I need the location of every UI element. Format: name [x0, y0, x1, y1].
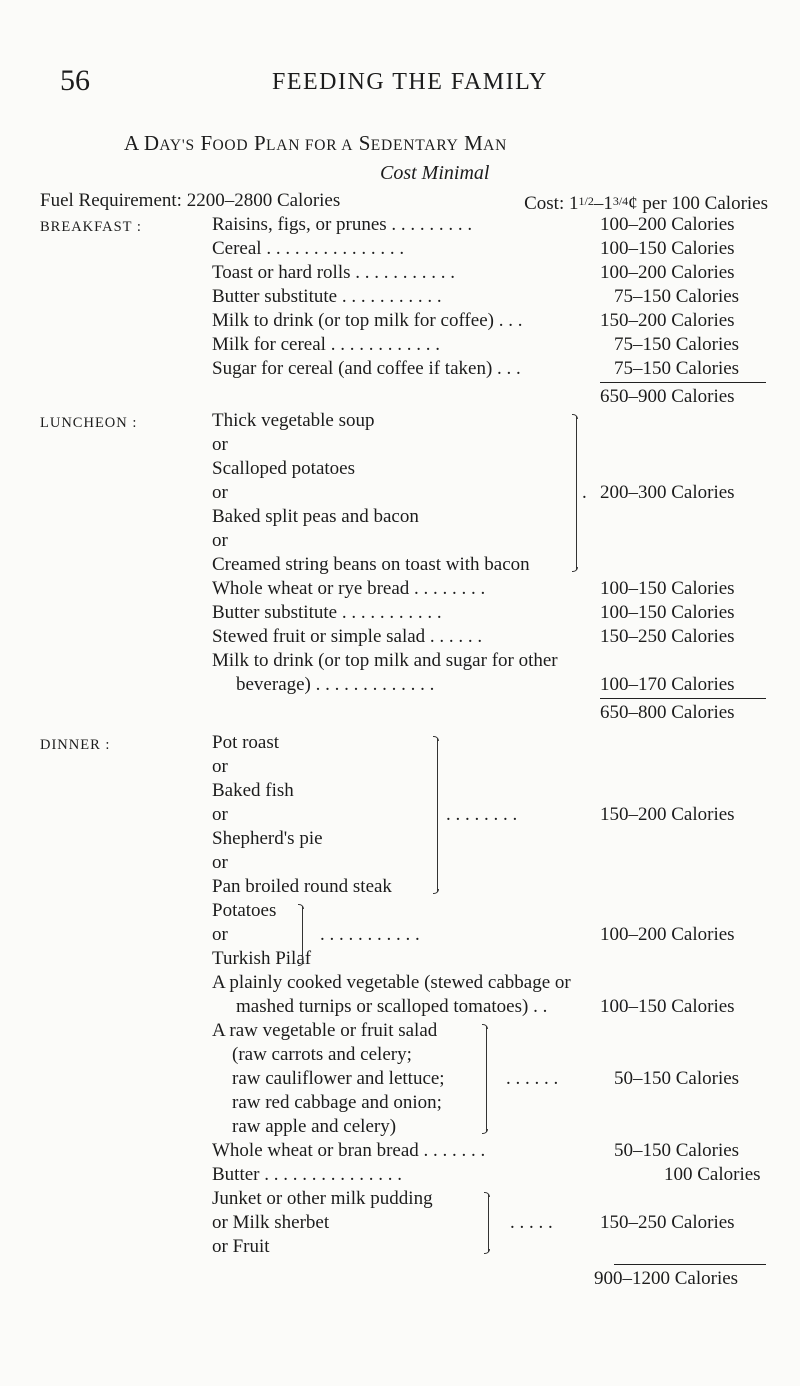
cost-per-calories: Cost: $1^{1/2}-1^{3/4}¢$ per 100 Calories — [524, 193, 768, 214]
dinner-potato-line: Turkish Pilaf — [212, 948, 312, 969]
breakfast-calories: 150–200 Calories — [600, 310, 735, 331]
luncheon-choice-line: Scalloped potatoes — [212, 458, 355, 479]
breakfast-calories: 100–150 Calories — [600, 238, 735, 259]
breakfast-item: Raisins, figs, or prunes . . . . . . . . . — [212, 214, 473, 235]
dinner-raw-line: A raw vegetable or fruit salad — [212, 1020, 438, 1041]
dinner-main-line: or — [212, 804, 228, 825]
breakfast-item: Sugar for cereal (and coffee if taken) . . . — [212, 358, 521, 379]
luncheon-label: LUNCHEON : — [40, 415, 138, 431]
breakfast-total: 650–900 Calories — [600, 386, 735, 407]
breakfast-item: Milk to drink (or top milk for coffee) . . . — [212, 310, 523, 331]
dinner-potato-line: Potatoes — [212, 900, 277, 921]
dinner-raw-line: raw apple and celery) — [232, 1116, 397, 1137]
luncheon-choice-line: Baked split peas and bacon — [212, 506, 419, 527]
luncheon-calories: 100–150 Calories — [600, 578, 735, 599]
dinner-main-calories: 150–200 Calories — [600, 804, 735, 825]
dinner-raw-calories: 50–150 Calories — [614, 1068, 740, 1089]
subtotal-rule — [600, 698, 766, 699]
fuel-requirement: Fuel Requirement: 2200–2800 Calories — [40, 190, 341, 211]
dinner-potato-calories: 100–200 Calories — [600, 924, 735, 945]
dinner-raw-line: (raw carrots and celery; — [232, 1044, 412, 1065]
luncheon-milk-calories: 100–170 Calories — [600, 674, 735, 695]
luncheon-calories: 100–150 Calories — [600, 602, 735, 623]
breakfast-item: Cereal . . . . . . . . . . . . . . . — [212, 238, 405, 259]
luncheon-brace — [566, 416, 577, 570]
plan-subtitle: Cost Minimal — [380, 162, 490, 184]
breakfast-label: BREAKFAST : — [40, 219, 142, 235]
luncheon-choice-dots: . — [582, 482, 587, 503]
luncheon-item: Butter substitute . . . . . . . . . . . — [212, 602, 442, 623]
dinner-potato-dots: . . . . . . . . . . . — [320, 924, 420, 945]
dinner-dessert-calories: 150–250 Calories — [600, 1212, 735, 1233]
luncheon-choice-calories: 200–300 Calories — [600, 482, 735, 503]
luncheon-milk-line: beverage) . . . . . . . . . . . . . — [236, 674, 435, 695]
luncheon-total: 650–800 Calories — [600, 702, 735, 723]
luncheon-item: Stewed fruit or simple salad . . . . . . — [212, 626, 483, 647]
dinner-dessert-brace — [478, 1194, 489, 1252]
breakfast-calories: 100–200 Calories — [600, 262, 735, 283]
dinner-total: 900–1200 Calories — [594, 1268, 739, 1289]
dinner-potato-line: or — [212, 924, 228, 945]
luncheon-milk-line: Milk to drink (or top milk and sugar for other — [212, 650, 558, 671]
dinner-main-line: or — [212, 852, 228, 873]
breakfast-calories: 100–200 Calories — [600, 214, 735, 235]
dinner-raw-dots: . . . . . . — [506, 1068, 559, 1089]
running-head: FEEDING THE FAMILY — [272, 69, 548, 95]
dinner-butter: Butter . . . . . . . . . . . . . . . — [212, 1164, 402, 1185]
dinner-dessert-line: or Milk sherbet — [212, 1212, 330, 1233]
luncheon-choice-line: or — [212, 482, 228, 503]
dinner-label: DINNER : — [40, 737, 111, 753]
luncheon-choice-line: or — [212, 530, 228, 551]
subtotal-rule — [600, 382, 766, 383]
dinner-raw-brace — [476, 1026, 487, 1132]
dinner-veg-line: mashed turnips or scalloped tomatoes) . . — [236, 996, 548, 1017]
page-number: 56 — [60, 64, 90, 97]
breakfast-calories: 75–150 Calories — [614, 358, 740, 379]
luncheon-choice-line: or — [212, 434, 228, 455]
dinner-butter-calories: 100 Calories — [664, 1164, 761, 1185]
breakfast-item: Milk for cereal . . . . . . . . . . . . — [212, 334, 440, 355]
dinner-main-line: or — [212, 756, 228, 777]
subtotal-rule — [614, 1264, 766, 1265]
dinner-veg-calories: 100–150 Calories — [600, 996, 735, 1017]
dinner-main-line: Shepherd's pie — [212, 828, 323, 849]
luncheon-calories: 150–250 Calories — [600, 626, 735, 647]
dinner-bread: Whole wheat or bran bread . . . . . . . — [212, 1140, 486, 1161]
dinner-raw-line: raw red cabbage and onion; — [232, 1092, 442, 1113]
dinner-main-dots: . . . . . . . . — [446, 804, 518, 825]
breakfast-item: Toast or hard rolls . . . . . . . . . . . — [212, 262, 456, 283]
dinner-main-line: Pot roast — [212, 732, 280, 753]
luncheon-choice-line: Creamed string beans on toast with bacon — [212, 554, 530, 575]
dinner-bread-calories: 50–150 Calories — [614, 1140, 740, 1161]
dinner-veg-line: A plainly cooked vegetable (stewed cabbage or — [212, 972, 571, 993]
dinner-raw-line: raw cauliflower and lettuce; — [232, 1068, 445, 1089]
dinner-dessert-line: Junket or other milk pudding — [212, 1188, 433, 1209]
breakfast-item: Butter substitute . . . . . . . . . . . — [212, 286, 442, 307]
dinner-main-line: Baked fish — [212, 780, 294, 801]
dinner-main-brace — [427, 738, 438, 892]
plan-title: A DAY'S FOOD PLAN FOR A SEDENTARY MAN — [124, 131, 508, 155]
breakfast-calories: 75–150 Calories — [614, 334, 740, 355]
dinner-potato-brace — [292, 906, 303, 964]
dinner-dessert-dots: . . . . . — [510, 1212, 553, 1233]
luncheon-item: Whole wheat or rye bread . . . . . . . . — [212, 578, 486, 599]
dinner-dessert-line: or Fruit — [212, 1236, 270, 1257]
breakfast-calories: 75–150 Calories — [614, 286, 740, 307]
luncheon-choice-line: Thick vegetable soup — [212, 410, 375, 431]
dinner-main-line: Pan broiled round steak — [212, 876, 392, 897]
